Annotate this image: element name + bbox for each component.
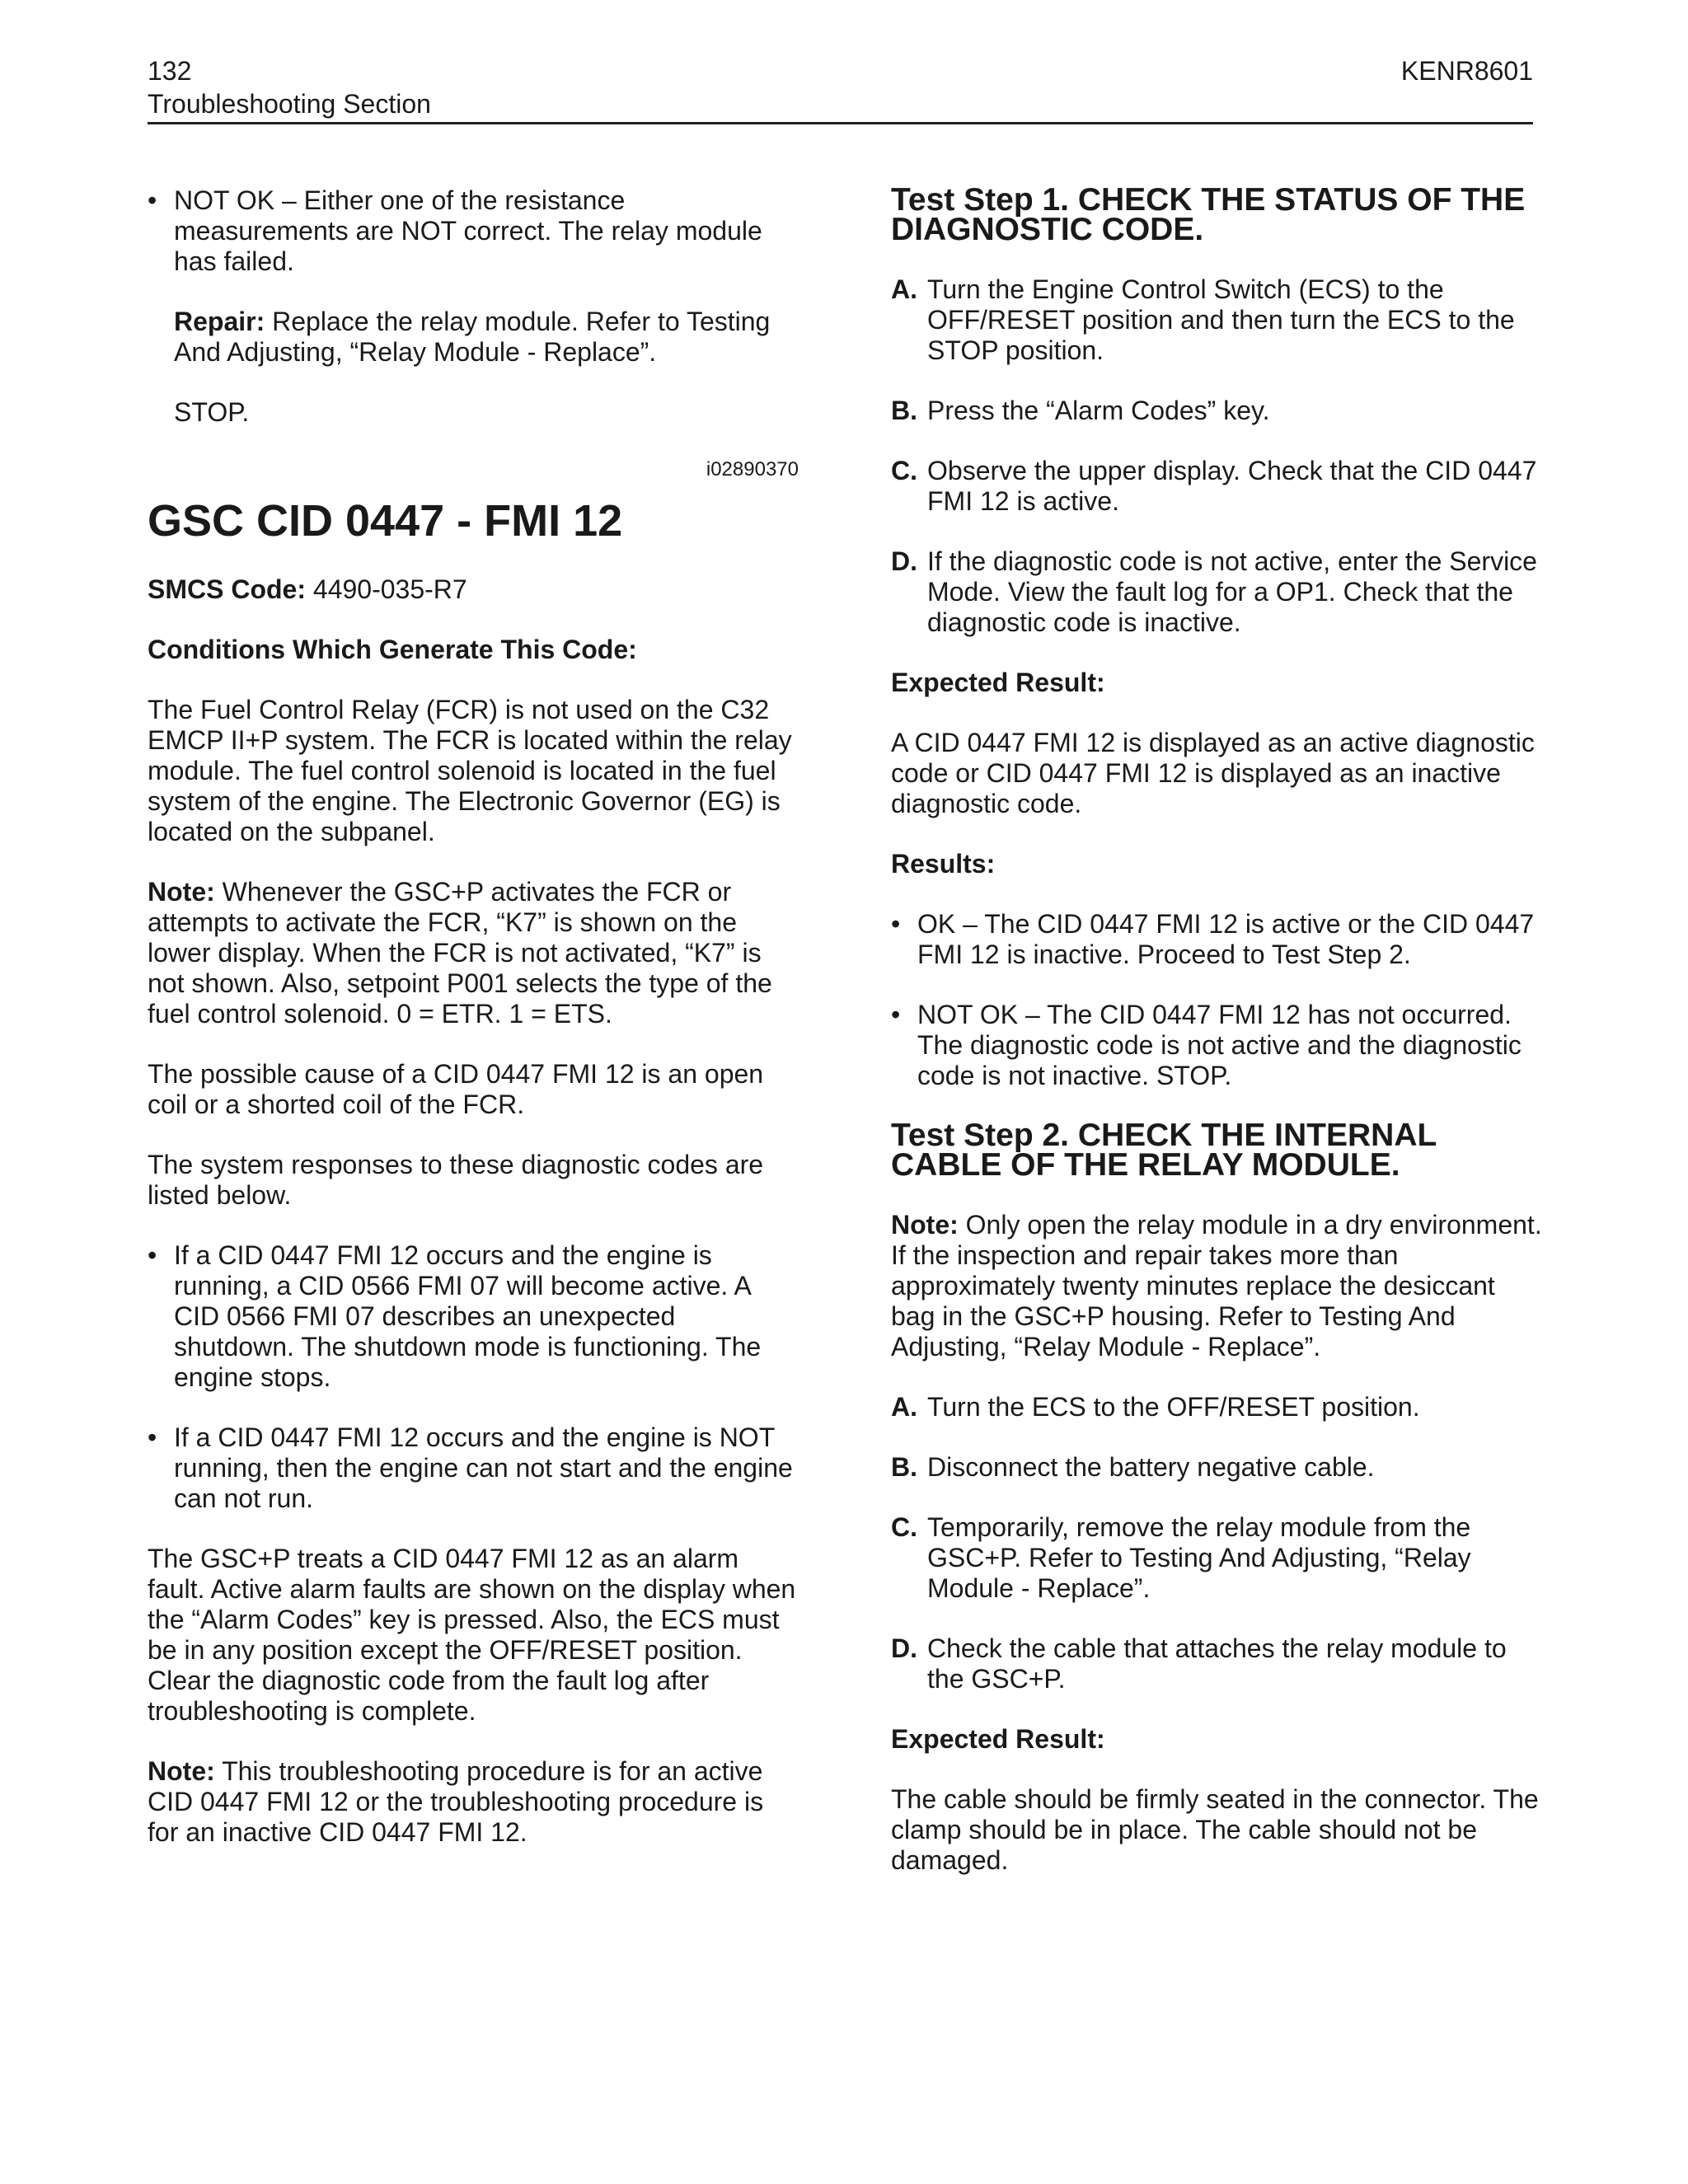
test-step-2-heading: Test Step 2. CHECK THE INTERNAL CABLE OF THE RELAY MODULE. [891, 1118, 1437, 1183]
step-item [891, 396, 1542, 426]
right-column [891, 182, 1542, 1905]
step-letter: B. [891, 396, 917, 425]
step-item [891, 456, 1542, 517]
document-id: KENR8601 [1400, 56, 1533, 86]
repair-label: Repair: [174, 307, 265, 336]
test-step-1-heading: Test Step 1. CHECK THE STATUS OF THE DIAGNOSTIC CODE. [891, 182, 1526, 247]
step-text: Disconnect the battery negative cable. [927, 1452, 1375, 1482]
bullet-icon: • [148, 185, 157, 215]
expected-result-heading: Expected Result: [891, 668, 1105, 697]
expected-result-heading: Expected Result: [891, 1724, 1105, 1754]
step-letter: C. [891, 1512, 917, 1542]
repair-paragraph [148, 307, 799, 368]
section-title: Troubleshooting Section [148, 89, 431, 119]
note-text: Only open the relay module in a dry environment. If the inspection and repair takes more than approximately twenty minutes replace the desiccant bag in the GSC+P housing. Refer to Testing And Adjusting, “Relay Module - Replace”. [891, 1210, 1542, 1361]
step-item [891, 1633, 1542, 1694]
step-text: Turn the ECS to the OFF/RESET position. [927, 1392, 1420, 1422]
note-paragraph [148, 1756, 799, 1848]
step-letter: D. [891, 1633, 917, 1663]
bullet-text: If a CID 0447 FMI 12 occurs and the engine is NOT running, then the engine can not start and the engine can not run. [174, 1422, 793, 1513]
note-label: Note: [891, 1210, 959, 1240]
bullet-icon: • [148, 1422, 157, 1452]
stop-text: STOP. [174, 397, 250, 427]
step-item [891, 546, 1542, 638]
paragraph-responses: The system responses to these diagnostic codes are listed below. [148, 1150, 764, 1210]
expected-result-text: The cable should be firmly seated in the connector. The clamp should be in place. The cable should not be damaged. [891, 1784, 1539, 1875]
list-item [891, 909, 1542, 970]
step-text: Temporarily, remove the relay module from the GSC+P. Refer to Testing And Adjusting, “Relay Module - Replace”. [927, 1512, 1471, 1603]
step-item [891, 1512, 1542, 1604]
step-letter: D. [891, 546, 917, 576]
step-item [891, 1452, 1542, 1483]
page-title: GSC CID 0447 - FMI 12 [148, 496, 623, 546]
note-paragraph [891, 1210, 1542, 1362]
step-letter: A. [891, 1392, 917, 1422]
bullet-text: OK – The CID 0447 FMI 12 is active or the CID 0447 FMI 12 is inactive. Proceed to Test Step 2. [917, 909, 1535, 969]
smcs-value: 4490-035-R7 [306, 574, 467, 604]
bullet-icon: • [891, 909, 901, 939]
expected-result-text: A CID 0447 FMI 12 is displayed as an active diagnostic code or CID 0447 FMI 12 is displayed as an inactive diagnostic code. [891, 728, 1535, 818]
step-text: Turn the Engine Control Switch (ECS) to the OFF/RESET position and then turn the ECS to the STOP position. [927, 274, 1515, 365]
bullet-icon: • [891, 1000, 901, 1029]
step-letter: A. [891, 274, 917, 304]
paragraph-fcr: The Fuel Control Relay (FCR) is not used on the C32 EMCP II+P system. The FCR is located within the relay module. The fuel control solenoid is located in the fuel system of the engine. The Electronic Governor (EG) is located on the subpanel. [148, 695, 792, 846]
paragraph-cause: The possible cause of a CID 0447 FMI 12 is an open coil or a shorted coil of the FCR. [148, 1059, 764, 1119]
step-item [891, 1392, 1542, 1422]
list-item [148, 1240, 799, 1393]
smcs-code [148, 574, 799, 605]
page-header [148, 54, 1533, 124]
paragraph-alarm: The GSC+P treats a CID 0447 FMI 12 as an alarm fault. Active alarm faults are shown on the display when the “Alarm Codes” key is pressed. Also, the ECS must be in any position except the OFF/RESET position. Clear the diagnostic code from the fault log after troubleshooting is complete. [148, 1544, 796, 1726]
repair-text: Replace the relay module. Refer to Testing And Adjusting, “Relay Module - Replace”. [174, 307, 771, 367]
step-letter: C. [891, 456, 917, 485]
note-text: This troubleshooting procedure is for an active CID 0447 FMI 12 or the troubleshooting procedure is for an inactive CID 0447 FMI 12. [148, 1756, 764, 1847]
page-number: 132 [148, 56, 192, 86]
note-paragraph [148, 877, 799, 1029]
step-text: If the diagnostic code is not active, enter the Service Mode. View the fault log for a OP1. Check that the diagnostic code is inactive. [927, 546, 1537, 637]
step-text: Check the cable that attaches the relay module to the GSC+P. [927, 1633, 1507, 1694]
left-column [148, 185, 799, 1877]
step-text: Press the “Alarm Codes” key. [927, 396, 1270, 425]
results-heading: Results: [891, 849, 996, 879]
bullet-text: NOT OK – Either one of the resistance measurements are NOT correct. The relay module has failed. [174, 185, 762, 276]
note-label: Note: [148, 1756, 215, 1786]
list-item [891, 1000, 1542, 1091]
list-item [148, 1422, 799, 1514]
list-item [148, 185, 799, 277]
bullet-text: If a CID 0447 FMI 12 occurs and the engine is running, a CID 0566 FMI 07 will become active. A CID 0566 FMI 07 describes an unexpected shutdown. The shutdown mode is functioning. The engine stops. [174, 1240, 762, 1392]
step-item [891, 274, 1542, 366]
conditions-heading: Conditions Which Generate This Code: [148, 635, 637, 664]
bullet-text: NOT OK – The CID 0447 FMI 12 has not occurred. The diagnostic code is not active and the diagnostic code is not inactive. STOP. [917, 1000, 1522, 1090]
note-text: Whenever the GSC+P activates the FCR or attempts to activate the FCR, “K7” is shown on the lower display. When the FCR is not activated, “K7” is not shown. Also, setpoint P001 selects the type of the fuel control solenoid. 0 = ETR. 1 = ETS. [148, 877, 772, 1029]
reference-id: i02890370 [706, 458, 799, 480]
note-label: Note: [148, 877, 215, 907]
step-letter: B. [891, 1452, 917, 1482]
smcs-label: SMCS Code: [148, 574, 306, 604]
step-text: Observe the upper display. Check that the CID 0447 FMI 12 is active. [927, 456, 1537, 516]
bullet-icon: • [148, 1240, 157, 1270]
